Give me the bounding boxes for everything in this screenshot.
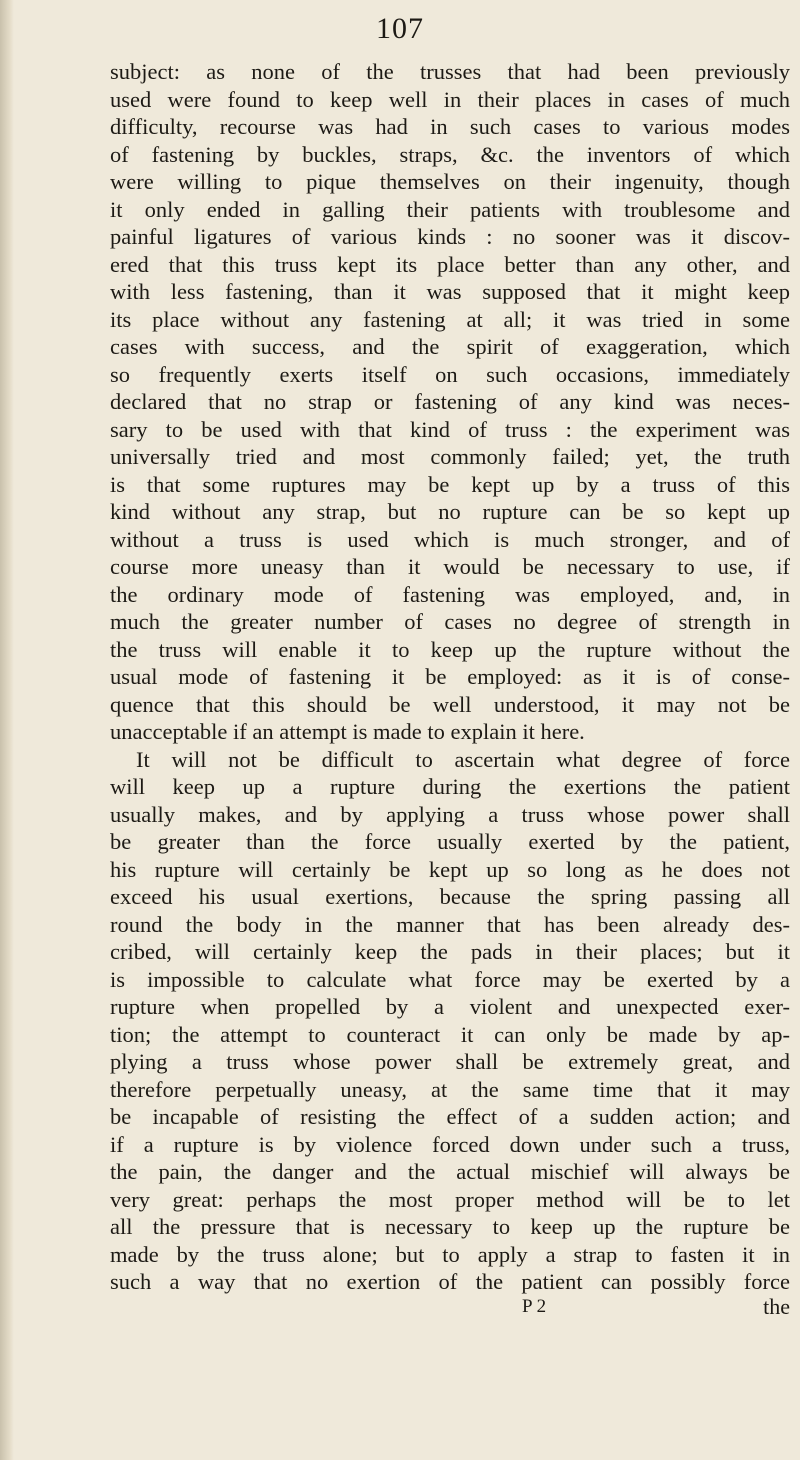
text-line: used were found to keep well in their places in cases of much — [110, 86, 790, 112]
text-line: made by the truss alone; but to apply a strap to fasten it in — [110, 1241, 790, 1267]
text-line: sary to be used with that kind of truss : the experiment was — [110, 416, 790, 442]
signature-mark: P 2 — [522, 1295, 547, 1317]
text-line: therefore perpetually uneasy, at the same time that it may — [110, 1076, 790, 1102]
text-line: quence that this should be well understood, it may not be — [110, 691, 790, 717]
text-line: without a truss is used which is much stronger, and of — [110, 526, 790, 552]
text-line: will keep up a rupture during the exertions the patient — [110, 774, 790, 799]
text-line: so frequently exerts itself on such occasions, immediately — [110, 361, 790, 387]
text-line: subject: as none of the trusses that had been previously — [110, 59, 790, 84]
text-line: if a rupture is by violence forced down under such a truss, — [110, 1131, 790, 1157]
text-line: much the greater number of cases no degree of strength in — [110, 609, 790, 634]
text-line: of fastening by buckles, straps, &c. the inventors of which — [110, 141, 790, 167]
text-line: ered that this truss kept its place better than any other, and — [110, 251, 790, 277]
text-line: painful ligatures of various kinds : no sooner was it discov- — [110, 224, 790, 249]
text-line: rupture when propelled by a violent and unexpected exer- — [110, 994, 790, 1019]
body-text — [110, 58, 790, 1318]
text-line: tion; the attempt to counteract it can only be made by ap- — [110, 1021, 790, 1047]
text-line: with less fastening, than it was supposed that it might keep — [110, 279, 790, 304]
text-line: were willing to pique themselves on their ingenuity, though — [110, 169, 790, 194]
text-line: the ordinary mode of fastening was employed, and, in — [110, 581, 790, 607]
paragraph-start-line: It will not be difficult to ascertain what degree of force — [136, 746, 790, 772]
text-line: declared that no strap or fastening of any kind was neces- — [110, 389, 790, 414]
catchword: the — [763, 1293, 790, 1319]
text-line: be greater than the force usually exerted by the patient, — [110, 829, 790, 854]
text-line: usually makes, and by applying a truss whose power shall — [110, 801, 790, 827]
text-line: course more uneasy than it would be necessary to use, if — [110, 554, 790, 579]
text-line: very great: perhaps the most proper method will be to let — [110, 1186, 790, 1212]
page-gutter-shadow — [0, 0, 14, 1460]
paragraph-end-line: unacceptable if an attempt is made to explain it here. — [110, 719, 585, 744]
text-line: be incapable of resisting the effect of a sudden action; and — [110, 1104, 790, 1129]
page-footer — [110, 1293, 790, 1319]
text-line: the pain, the danger and the actual mischief will always be — [110, 1159, 790, 1184]
text-line: exceed his usual exertions, because the spring passing all — [110, 884, 790, 909]
text-line: is that some ruptures may be kept up by a truss of this — [110, 471, 790, 497]
text-line: universally tried and most commonly failed; yet, the truth — [110, 444, 790, 469]
page-number: 107 — [376, 12, 424, 45]
text-line: its place without any fastening at all; it was tried in some — [110, 306, 790, 332]
text-line: such a way that no exertion of the patient can possibly force — [110, 1269, 790, 1294]
text-line: difficulty, recourse was had in such cases to various modes — [110, 114, 790, 139]
text-line: plying a truss whose power shall be extremely great, and — [110, 1049, 790, 1074]
text-line: round the body in the manner that has been already des- — [110, 911, 790, 937]
text-line: is impossible to calculate what force may be exerted by a — [110, 966, 790, 992]
text-line: all the pressure that is necessary to keep up the rupture be — [110, 1214, 790, 1239]
text-line: his rupture will certainly be kept up so long as he does not — [110, 856, 790, 882]
text-line: cribed, will certainly keep the pads in their places; but it — [110, 939, 790, 964]
text-line: kind without any strap, but no rupture can be so kept up — [110, 499, 790, 524]
text-line: cases with success, and the spirit of exaggeration, which — [110, 334, 790, 359]
text-line: usual mode of fastening it be employed: as it is of conse- — [110, 664, 790, 689]
text-line: it only ended in galling their patients with troublesome and — [110, 196, 790, 222]
text-line: the truss will enable it to keep up the rupture without the — [110, 636, 790, 662]
